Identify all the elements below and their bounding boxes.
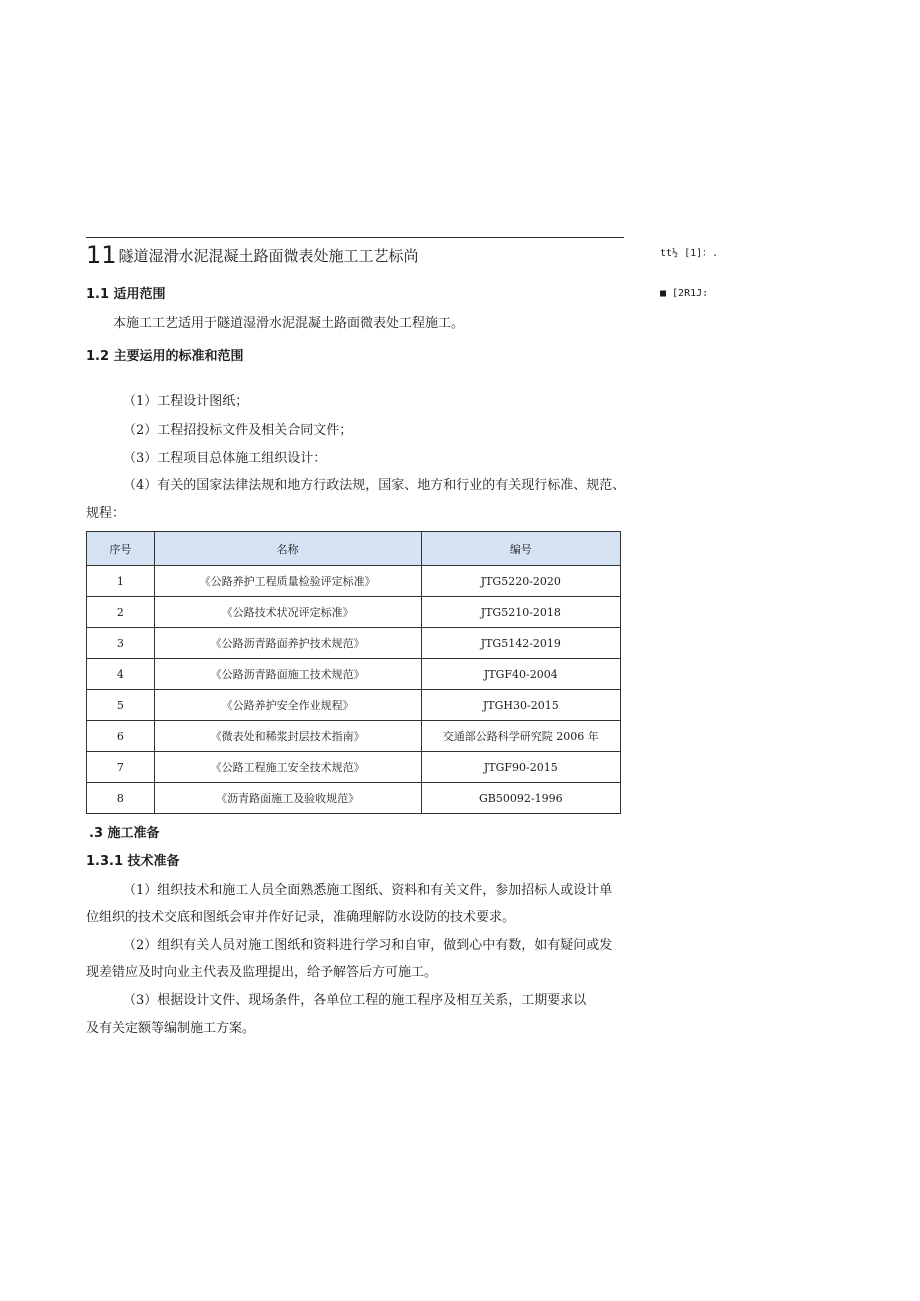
section-1-3-title: .3 施工准备 [89, 826, 160, 841]
list-item: （3）工程项目总体施工组织设计： [123, 451, 327, 466]
table-cell: 6 [87, 721, 155, 752]
table-cell: 《公路工程施工安全技术规范》 [154, 752, 421, 783]
table-cell: GB50092-1996 [421, 783, 620, 814]
table-row [87, 659, 621, 690]
table-row [87, 721, 621, 752]
table-row [87, 752, 621, 783]
heading-title: 隧道湿滑水泥混凝土路面微表处施工工艺标尚 [118, 247, 419, 265]
table-row [87, 690, 621, 721]
table-cell: 8 [87, 783, 155, 814]
table-row [87, 628, 621, 659]
list-item: （4）有关的国家法律法规和地方行政法规，国家、地方和行业的有关现行标准、规范、 [123, 478, 626, 493]
table-cell: JTG5142-2019 [421, 628, 620, 659]
table-cell: 交通部公路科学研究院 2006 年 [421, 721, 620, 752]
column-header-index: 序号 [87, 532, 155, 566]
paragraph-line: （2）组织有关人员对施工图纸和资料进行学习和自审，做到心中有数，如有疑问或发 [123, 938, 613, 953]
table-cell: 《公路沥青路面施工技术规范》 [154, 659, 421, 690]
paragraph-line: （1）组织技术和施工人员全面熟悉施工图纸、资料和有关文件，参加招标人或设计单 [123, 883, 613, 898]
table-cell: 7 [87, 752, 155, 783]
table-cell: 4 [87, 659, 155, 690]
heading-number: 11 [86, 241, 117, 269]
side-note-2: ■ [2R1J: [660, 288, 709, 299]
section-1-1-title: 1.1 适用范围 [86, 287, 166, 302]
table-cell: JTGF40-2004 [421, 659, 620, 690]
table-cell: JTGF90-2015 [421, 752, 620, 783]
table-row [87, 566, 621, 597]
table-row [87, 597, 621, 628]
table-cell: 《公路沥青路面养护技术规范》 [154, 628, 421, 659]
section-1-2-title: 1.2 主要运用的标准和范围 [86, 349, 244, 364]
table-cell: 《微表处和稀浆封层技术指南》 [154, 721, 421, 752]
table-cell: 1 [87, 566, 155, 597]
list-item: （1）工程设计图纸； [123, 394, 249, 409]
paragraph-line: 及有关定额等编制施工方案。 [86, 1021, 256, 1036]
heading-rule [86, 237, 624, 238]
table-cell: 5 [87, 690, 155, 721]
table-cell: JTG5220-2020 [421, 566, 620, 597]
paragraph-line: （3）根据设计文件、现场条件，各单位工程的施工程序及相互关系，工期要求以 [123, 993, 587, 1008]
section-1-3-1-title: 1.3.1 技术准备 [86, 854, 180, 869]
table-cell: JTGH30-2015 [421, 690, 620, 721]
table-cell: 《公路养护工程质量检验评定标准》 [154, 566, 421, 597]
table-cell: 《沥青路面施工及验收规范》 [154, 783, 421, 814]
list-item-continuation: 规程： [86, 506, 126, 521]
table-cell: 2 [87, 597, 155, 628]
list-item: （2）工程招投标文件及相关合同文件； [123, 423, 353, 438]
column-header-name: 名称 [154, 532, 421, 566]
column-header-code: 编号 [421, 532, 620, 566]
page-heading [86, 241, 419, 269]
side-note-1: tt½ [1]：. [660, 248, 719, 259]
table-cell: 3 [87, 628, 155, 659]
table-cell: JTG5210-2018 [421, 597, 620, 628]
standards-table [86, 531, 621, 814]
section-1-1-text: 本施工工艺适用于隧道湿滑水泥混凝土路面微表处工程施工。 [113, 316, 465, 331]
paragraph-line: 位组织的技术交底和图纸会审并作好记录，准确理解防水设防的技术要求。 [86, 910, 516, 925]
table-row [87, 783, 621, 814]
table-cell: 《公路养护安全作业规程》 [154, 690, 421, 721]
table-header-row [87, 532, 621, 566]
table-cell: 《公路技术状况评定标准》 [154, 597, 421, 628]
paragraph-line: 现差错应及时向业主代表及监理提出，给予解答后方可施工。 [86, 965, 438, 980]
